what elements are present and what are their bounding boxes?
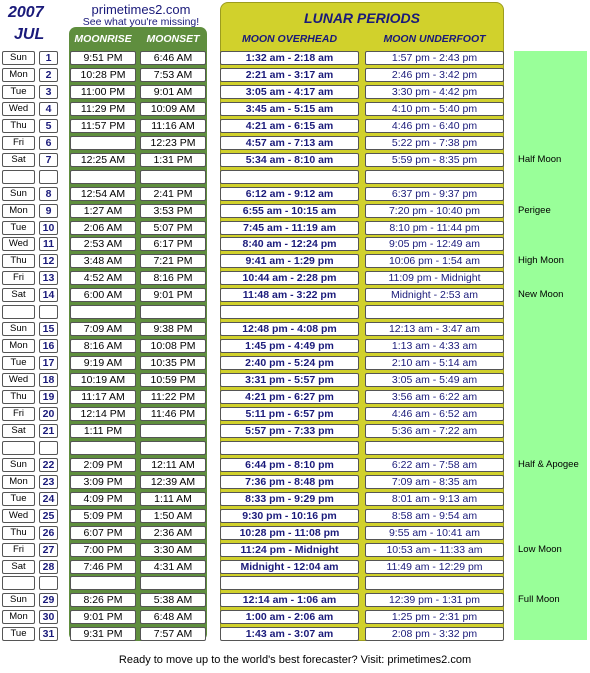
- moonset-cell: 7:57 AM: [140, 627, 206, 641]
- moonrise-cell: [70, 136, 136, 150]
- moon-underfoot-cell: 2:46 pm - 3:42 pm: [365, 68, 504, 82]
- date-cell: 4: [39, 102, 58, 116]
- moonrise-cell: 7:46 PM: [70, 560, 136, 574]
- moon-overhead-cell: 5:34 am - 8:10 am: [220, 153, 359, 167]
- date-cell: 9: [39, 204, 58, 218]
- moonrise-cell: 11:00 PM: [70, 85, 136, 99]
- moonrise-cell: 12:25 AM: [70, 153, 136, 167]
- moonrise-cell: 3:09 PM: [70, 475, 136, 489]
- moonrise-cell: 9:19 AM: [70, 356, 136, 370]
- blank-cell: [220, 170, 359, 184]
- date-cell: 7: [39, 153, 58, 167]
- day-cell: Sun: [2, 458, 35, 472]
- blank-cell: [140, 576, 206, 590]
- moonrise-cell: 8:16 AM: [70, 339, 136, 353]
- day-cell: Tue: [2, 85, 35, 99]
- table-row: [0, 492, 590, 506]
- table-row: [0, 136, 590, 150]
- date-cell: 6: [39, 136, 58, 150]
- blank-cell: [365, 170, 504, 184]
- date-cell: 17: [39, 356, 58, 370]
- date-cell: 18: [39, 373, 58, 387]
- table-row: [0, 526, 590, 540]
- moon-underfoot-cell: 7:20 pm - 10:40 pm: [365, 204, 504, 218]
- blank-cell: [2, 441, 35, 455]
- day-cell: Mon: [2, 610, 35, 624]
- moon-underfoot-cell: 3:05 am - 5:49 am: [365, 373, 504, 387]
- moon-overhead-cell: 4:57 am - 7:13 am: [220, 136, 359, 150]
- blank-cell: [220, 305, 359, 319]
- moon-note: Low Moon: [518, 543, 562, 555]
- table-row: [0, 288, 590, 302]
- table-row: [0, 593, 590, 607]
- table-row: [0, 51, 590, 65]
- table-row: [0, 509, 590, 523]
- moon-underfoot-cell: 11:09 pm - Midnight: [365, 271, 504, 285]
- moonset-cell: 9:01 AM: [140, 85, 206, 99]
- moon-underfoot-cell: 1:57 pm - 2:43 pm: [365, 51, 504, 65]
- date-cell: 27: [39, 543, 58, 557]
- table-row: [0, 68, 590, 82]
- date-cell: 8: [39, 187, 58, 201]
- blank-cell: [2, 576, 35, 590]
- moon-underfoot-cell: 12:39 pm - 1:31 pm: [365, 593, 504, 607]
- moon-underfoot-cell: 12:13 am - 3:47 am: [365, 322, 504, 336]
- moon-underfoot-cell: 5:22 pm - 7:38 pm: [365, 136, 504, 150]
- moon-note: Perigee: [518, 204, 551, 216]
- day-cell: Sat: [2, 288, 35, 302]
- moonrise-cell: 6:00 AM: [70, 288, 136, 302]
- moonset-cell: 1:31 PM: [140, 153, 206, 167]
- moonset-cell: 11:46 PM: [140, 407, 206, 421]
- day-cell: Tue: [2, 221, 35, 235]
- moonrise-cell: 10:28 PM: [70, 68, 136, 82]
- lunar-periods-title: LUNAR PERIODS: [304, 10, 420, 26]
- moon-overhead-cell: 5:57 pm - 7:33 pm: [220, 424, 359, 438]
- day-cell: Fri: [2, 136, 35, 150]
- date-cell: 23: [39, 475, 58, 489]
- moonset-cell: 6:46 AM: [140, 51, 206, 65]
- date-cell: 22: [39, 458, 58, 472]
- moonset-cell: 9:01 PM: [140, 288, 206, 302]
- date-cell: 25: [39, 509, 58, 523]
- moon-underfoot-cell: Midnight - 2:53 am: [365, 288, 504, 302]
- moonrise-cell: 2:09 PM: [70, 458, 136, 472]
- moon-note: New Moon: [518, 289, 564, 301]
- moonset-cell: 5:38 AM: [140, 593, 206, 607]
- day-cell: Mon: [2, 475, 35, 489]
- blank-cell: [140, 441, 206, 455]
- moon-underfoot-cell: 8:01 am - 9:13 am: [365, 492, 504, 506]
- date-cell: 3: [39, 85, 58, 99]
- week-separator-row: [0, 305, 590, 319]
- moon-underfoot-cell: 10:06 pm - 1:54 am: [365, 254, 504, 268]
- moon-overhead-cell: 5:11 pm - 6:57 pm: [220, 407, 359, 421]
- date-cell: 19: [39, 390, 58, 404]
- moon-overhead-cell: 6:55 am - 10:15 am: [220, 204, 359, 218]
- moonset-cell: 8:16 PM: [140, 271, 206, 285]
- moonset-cell: 3:30 AM: [140, 543, 206, 557]
- day-cell: Wed: [2, 102, 35, 116]
- moon-overhead-cell: 6:44 pm - 8:10 pm: [220, 458, 359, 472]
- date-cell: 26: [39, 526, 58, 540]
- moon-underfoot-cell: 1:13 am - 4:33 am: [365, 339, 504, 353]
- moonrise-cell: 1:11 PM: [70, 424, 136, 438]
- day-cell: Sun: [2, 322, 35, 336]
- moonset-cell: 10:59 PM: [140, 373, 206, 387]
- moon-underfoot-cell: 11:49 am - 12:29 pm: [365, 560, 504, 574]
- moon-overhead-cell: 3:45 am - 5:15 am: [220, 102, 359, 116]
- moon-overhead-cell: 8:40 am - 12:24 pm: [220, 237, 359, 251]
- blank-cell: [140, 305, 206, 319]
- table-row: [0, 102, 590, 116]
- moon-underfoot-cell: 1:25 pm - 2:31 pm: [365, 610, 504, 624]
- date-cell: 16: [39, 339, 58, 353]
- week-separator-row: [0, 576, 590, 590]
- moon-underfoot-cell: 10:53 am - 11:33 am: [365, 543, 504, 557]
- blank-cell: [39, 441, 58, 455]
- moon-overhead-cell: Midnight - 12:04 am: [220, 560, 359, 574]
- table-row: [0, 322, 590, 336]
- moon-overhead-cell: 11:24 pm - Midnight: [220, 543, 359, 557]
- moonset-cell: 11:16 AM: [140, 119, 206, 133]
- moonrise-header: MOONRISE: [74, 33, 132, 45]
- moonset-cell: 2:41 PM: [140, 187, 206, 201]
- moonset-cell: 12:39 AM: [140, 475, 206, 489]
- blank-cell: [39, 305, 58, 319]
- date-cell: 31: [39, 627, 58, 641]
- day-cell: Tue: [2, 356, 35, 370]
- moon-underfoot-cell: 9:55 am - 10:41 am: [365, 526, 504, 540]
- moon-overhead-cell: 11:48 am - 3:22 pm: [220, 288, 359, 302]
- table-row: [0, 271, 590, 285]
- moon-overhead-cell: 9:30 pm - 10:16 pm: [220, 509, 359, 523]
- date-cell: 29: [39, 593, 58, 607]
- moon-overhead-header: MOON OVERHEAD: [241, 33, 338, 45]
- blank-cell: [70, 305, 136, 319]
- moonrise-cell: 12:54 AM: [70, 187, 136, 201]
- day-cell: Thu: [2, 119, 35, 133]
- moonrise-cell: 2:06 AM: [70, 221, 136, 235]
- moonset-cell: 6:48 AM: [140, 610, 206, 624]
- moon-underfoot-cell: 2:08 pm - 3:32 pm: [365, 627, 504, 641]
- moon-underfoot-cell: 2:10 am - 5:14 am: [365, 356, 504, 370]
- table-row: [0, 237, 590, 251]
- day-cell: Mon: [2, 204, 35, 218]
- date-cell: 14: [39, 288, 58, 302]
- day-cell: Sat: [2, 153, 35, 167]
- footer-text: Ready to move up to the world's best forecaster? Visit: primetimes2.com: [118, 654, 472, 666]
- table-row: [0, 543, 590, 557]
- day-cell: Wed: [2, 373, 35, 387]
- moon-overhead-cell: 3:31 pm - 5:57 pm: [220, 373, 359, 387]
- moon-underfoot-cell: 5:36 am - 7:22 am: [365, 424, 504, 438]
- moonset-cell: 12:23 PM: [140, 136, 206, 150]
- date-cell: 1: [39, 51, 58, 65]
- date-cell: 20: [39, 407, 58, 421]
- moon-underfoot-cell: 3:30 pm - 4:42 pm: [365, 85, 504, 99]
- blank-cell: [365, 441, 504, 455]
- year-label: 2007: [8, 4, 44, 21]
- date-cell: 30: [39, 610, 58, 624]
- date-cell: 24: [39, 492, 58, 506]
- day-cell: Wed: [2, 237, 35, 251]
- table-row: [0, 373, 590, 387]
- moon-underfoot-header: MOON UNDERFOOT: [383, 33, 486, 45]
- blank-cell: [70, 441, 136, 455]
- moonrise-cell: 11:17 AM: [70, 390, 136, 404]
- moon-underfoot-cell: 6:22 am - 7:58 am: [365, 458, 504, 472]
- date-cell: 15: [39, 322, 58, 336]
- blank-cell: [2, 305, 35, 319]
- moonrise-cell: 4:09 PM: [70, 492, 136, 506]
- moonset-cell: 10:09 AM: [140, 102, 206, 116]
- moonrise-cell: 10:19 AM: [70, 373, 136, 387]
- month-label: JUL: [14, 26, 45, 43]
- moon-underfoot-cell: 8:58 am - 9:54 am: [365, 509, 504, 523]
- date-cell: 28: [39, 560, 58, 574]
- moonrise-cell: 7:09 AM: [70, 322, 136, 336]
- moonrise-cell: 11:57 PM: [70, 119, 136, 133]
- blank-cell: [39, 576, 58, 590]
- table-row: [0, 119, 590, 133]
- site-link[interactable]: primetimes2.com: [91, 2, 191, 17]
- moonrise-cell: 1:27 AM: [70, 204, 136, 218]
- table-row: [0, 458, 590, 472]
- day-cell: Thu: [2, 390, 35, 404]
- moonrise-cell: 7:00 PM: [70, 543, 136, 557]
- day-cell: Thu: [2, 254, 35, 268]
- moon-overhead-cell: 1:43 am - 3:07 am: [220, 627, 359, 641]
- moon-overhead-cell: 6:12 am - 9:12 am: [220, 187, 359, 201]
- moon-underfoot-cell: 4:10 pm - 5:40 pm: [365, 102, 504, 116]
- day-cell: Sat: [2, 560, 35, 574]
- moon-overhead-cell: 4:21 pm - 6:27 pm: [220, 390, 359, 404]
- moonset-cell: 11:22 PM: [140, 390, 206, 404]
- table-row: [0, 627, 590, 641]
- blank-cell: [70, 170, 136, 184]
- moonset-cell: 7:21 PM: [140, 254, 206, 268]
- table-row: [0, 339, 590, 353]
- moonset-cell: 1:11 AM: [140, 492, 206, 506]
- blank-cell: [140, 170, 206, 184]
- moonrise-cell: 9:01 PM: [70, 610, 136, 624]
- table-row: [0, 254, 590, 268]
- day-cell: Mon: [2, 68, 35, 82]
- table-row: [0, 424, 590, 438]
- day-cell: Tue: [2, 492, 35, 506]
- moon-overhead-cell: 2:40 pm - 5:24 pm: [220, 356, 359, 370]
- day-cell: Sun: [2, 187, 35, 201]
- moon-overhead-cell: 1:45 pm - 4:49 pm: [220, 339, 359, 353]
- moonrise-cell: 3:48 AM: [70, 254, 136, 268]
- moon-underfoot-cell: 4:46 am - 6:52 am: [365, 407, 504, 421]
- blank-cell: [220, 441, 359, 455]
- moon-underfoot-cell: 7:09 am - 8:35 am: [365, 475, 504, 489]
- moon-underfoot-cell: 8:10 pm - 11:44 pm: [365, 221, 504, 235]
- table-row: [0, 390, 590, 404]
- moon-overhead-cell: 12:14 am - 1:06 am: [220, 593, 359, 607]
- date-cell: 2: [39, 68, 58, 82]
- moon-overhead-cell: 8:33 pm - 9:29 pm: [220, 492, 359, 506]
- moon-overhead-cell: 1:00 am - 2:06 am: [220, 610, 359, 624]
- moonset-cell: 6:17 PM: [140, 237, 206, 251]
- day-cell: Mon: [2, 339, 35, 353]
- week-separator-row: [0, 441, 590, 455]
- week-separator-row: [0, 170, 590, 184]
- table-row: [0, 560, 590, 574]
- moon-underfoot-cell: 6:37 pm - 9:37 pm: [365, 187, 504, 201]
- moon-overhead-cell: 10:28 pm - 11:08 pm: [220, 526, 359, 540]
- moonset-header: MOONSET: [146, 33, 200, 45]
- moon-overhead-cell: 1:32 am - 2:18 am: [220, 51, 359, 65]
- table-row: [0, 85, 590, 99]
- moonrise-cell: 5:09 PM: [70, 509, 136, 523]
- moon-overhead-cell: 12:48 pm - 4:08 pm: [220, 322, 359, 336]
- blank-cell: [2, 170, 35, 184]
- blank-cell: [365, 576, 504, 590]
- blank-cell: [365, 305, 504, 319]
- day-cell: Fri: [2, 543, 35, 557]
- moonrise-cell: 2:53 AM: [70, 237, 136, 251]
- moonrise-cell: 9:51 PM: [70, 51, 136, 65]
- moonset-cell: 2:36 AM: [140, 526, 206, 540]
- moon-overhead-cell: 4:21 am - 6:15 am: [220, 119, 359, 133]
- moonset-cell: 9:38 PM: [140, 322, 206, 336]
- table-row: [0, 187, 590, 201]
- table-row: [0, 221, 590, 235]
- table-row: [0, 153, 590, 167]
- moonset-cell: 4:31 AM: [140, 560, 206, 574]
- day-cell: Wed: [2, 509, 35, 523]
- moon-overhead-cell: 9:41 am - 1:29 pm: [220, 254, 359, 268]
- table-row: [0, 407, 590, 421]
- moonrise-cell: 8:26 PM: [70, 593, 136, 607]
- moon-overhead-cell: 7:36 pm - 8:48 pm: [220, 475, 359, 489]
- moon-overhead-cell: 3:05 am - 4:17 am: [220, 85, 359, 99]
- day-cell: Sat: [2, 424, 35, 438]
- table-row: [0, 610, 590, 624]
- moonset-cell: 12:11 AM: [140, 458, 206, 472]
- day-cell: Fri: [2, 407, 35, 421]
- date-cell: 12: [39, 254, 58, 268]
- moonset-cell: 5:07 PM: [140, 221, 206, 235]
- moon-underfoot-cell: 9:05 pm - 12:49 am: [365, 237, 504, 251]
- moon-underfoot-cell: 5:59 pm - 8:35 pm: [365, 153, 504, 167]
- moonrise-cell: 11:29 PM: [70, 102, 136, 116]
- blank-cell: [39, 170, 58, 184]
- moon-overhead-cell: 10:44 am - 2:28 pm: [220, 271, 359, 285]
- day-cell: Sun: [2, 51, 35, 65]
- date-cell: 11: [39, 237, 58, 251]
- date-cell: 5: [39, 119, 58, 133]
- moonset-cell: 10:08 PM: [140, 339, 206, 353]
- moon-note: Half Moon: [518, 153, 562, 165]
- moon-overhead-cell: 2:21 am - 3:17 am: [220, 68, 359, 82]
- date-cell: 21: [39, 424, 58, 438]
- moonrise-cell: 12:14 PM: [70, 407, 136, 421]
- table-row: [0, 204, 590, 218]
- moonset-cell: 7:53 AM: [140, 68, 206, 82]
- date-cell: 10: [39, 221, 58, 235]
- moon-note: High Moon: [518, 255, 564, 267]
- moon-underfoot-cell: 3:56 am - 6:22 am: [365, 390, 504, 404]
- moon-note: Full Moon: [518, 594, 560, 606]
- moon-underfoot-cell: 4:46 pm - 6:40 pm: [365, 119, 504, 133]
- day-cell: Sun: [2, 593, 35, 607]
- moonset-cell: 3:53 PM: [140, 204, 206, 218]
- blank-cell: [220, 576, 359, 590]
- moonrise-cell: 9:31 PM: [70, 627, 136, 641]
- tagline: See what you're missing!: [82, 16, 200, 28]
- blank-cell: [70, 576, 136, 590]
- table-row: [0, 475, 590, 489]
- moon-note: Half & Apogee: [518, 458, 579, 470]
- moonset-cell: 10:35 PM: [140, 356, 206, 370]
- moon-overhead-cell: 7:45 am - 11:19 am: [220, 221, 359, 235]
- moonset-cell: 1:50 AM: [140, 509, 206, 523]
- day-cell: Thu: [2, 526, 35, 540]
- day-cell: Fri: [2, 271, 35, 285]
- moonset-cell: [140, 424, 206, 438]
- day-cell: Tue: [2, 627, 35, 641]
- moonrise-cell: 4:52 AM: [70, 271, 136, 285]
- table-row: [0, 356, 590, 370]
- date-cell: 13: [39, 271, 58, 285]
- moonrise-cell: 6:07 PM: [70, 526, 136, 540]
